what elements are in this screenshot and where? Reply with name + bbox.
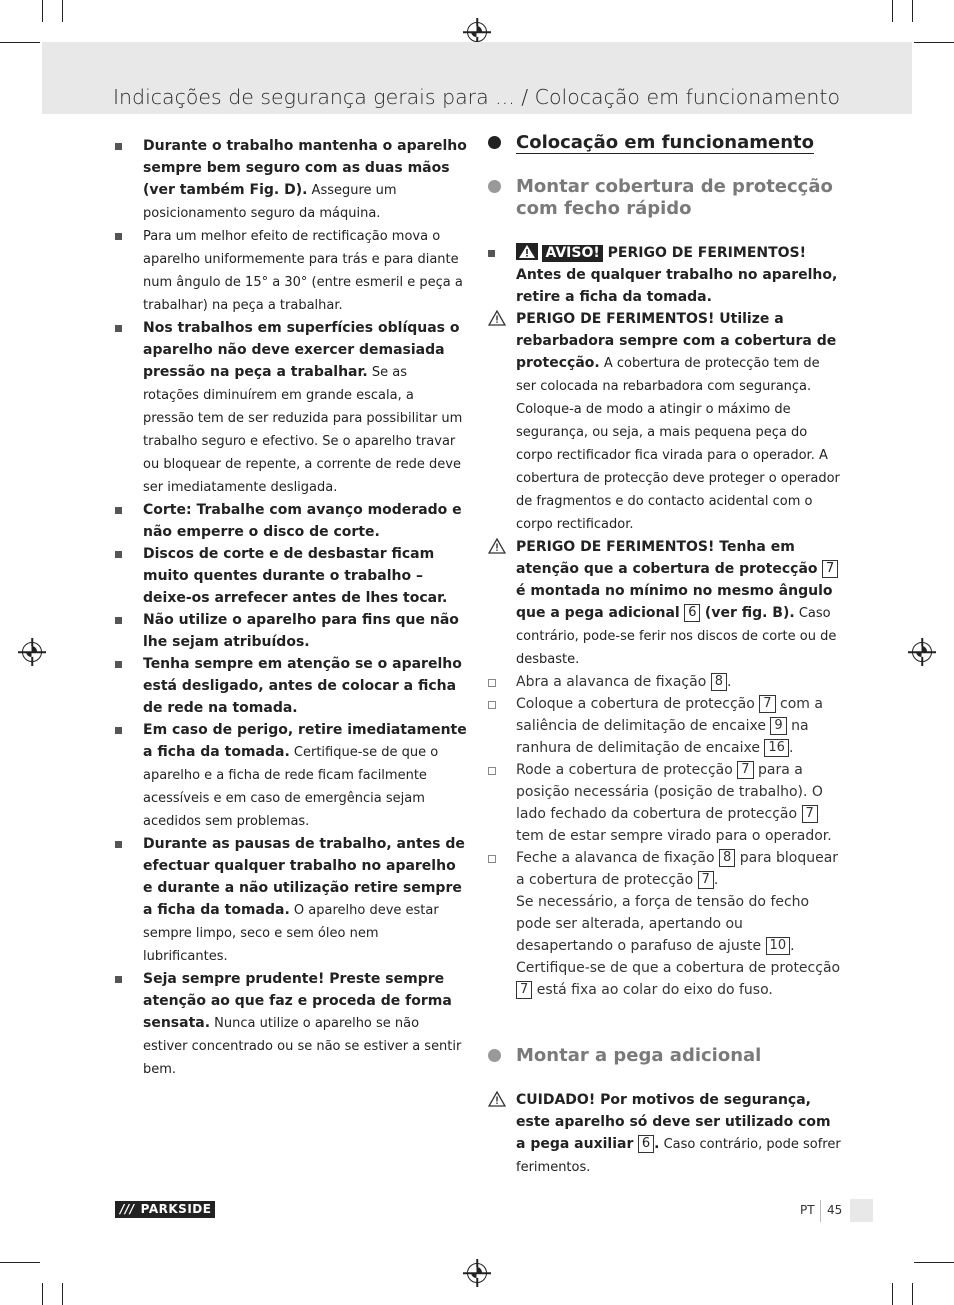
warning-item: CUIDADO! Por motivos de segurança, este aparelho só deve ser utilizado com a pega auxiliar 6 . Caso contrário, pode sofrer ferimentos. xyxy=(488,1089,843,1179)
crop-mark xyxy=(912,0,913,22)
warning-triangle-icon xyxy=(488,310,506,333)
registration-mark-icon xyxy=(467,1263,487,1283)
list-item: Discos de corte e de desbastar ficam muito quentes durante o trabalho – deixe-os arrefecer antes de lhes tocar. xyxy=(115,543,467,609)
registration-mark-icon xyxy=(912,642,932,662)
bullet-square-icon xyxy=(115,507,122,514)
registration-mark-icon xyxy=(467,22,487,42)
list-item: Tenha sempre em atenção se o aparelho está desligado, antes de colocar a ficha de rede na tomada. xyxy=(115,653,467,719)
list-item: Durante as pausas de trabalho, antes de efectuar qualquer trabalho no aparelho e durante a não utilização retire sempre a ficha da tomada. O aparelho deve estar sempre limpo, seco e sem óleo nem lubrificantes. xyxy=(115,833,467,968)
bullet-square-icon xyxy=(115,325,122,332)
crop-mark xyxy=(42,1283,43,1305)
bullet-square-icon xyxy=(115,661,122,668)
checkbox-bullet-icon xyxy=(488,767,496,775)
part-number: 10 xyxy=(766,937,791,955)
bullet-dot-icon xyxy=(488,136,501,149)
page-header xyxy=(42,42,912,114)
list-item: Seja sempre prudente! Preste sempre atenção ao que faz e proceda de forma sensata. Nunca utilize o aparelho se não estiver concentrado ou se não se estiver a sentir bem. xyxy=(115,968,467,1081)
step-item: Coloque a cobertura de protecção 7 com a saliência de delimitação de encaixe 9 na ranhura de delimitação de encaixe 16 . xyxy=(488,693,843,759)
part-number: 6 xyxy=(638,1135,654,1153)
bullet-square-icon xyxy=(488,250,495,257)
part-number: 7 xyxy=(759,695,775,713)
bullet-square-icon xyxy=(115,551,122,558)
bullet-square-icon xyxy=(115,233,122,240)
list-item: Nos trabalhos em superfícies oblíquas o aparelho não deve exercer demasiada pressão na peça a trabalhar. Se as rotações diminuírem em grande escala, a pressão tem de ser reduzida para possibilitar um trabalho seguro e efectivo. Se o aparelho travar ou bloquear de repente, a corrente de rede deve ser imediatamente desligada. xyxy=(115,317,467,499)
page-title: Indicações de segurança gerais para ... / Colocação em funcionamento xyxy=(113,85,840,109)
part-number: 7 xyxy=(516,981,532,999)
registration-mark-icon xyxy=(22,642,42,662)
part-number: 9 xyxy=(770,717,786,735)
brand-logo: /// PARKSIDE xyxy=(115,1201,215,1218)
part-number: 6 xyxy=(684,604,700,622)
right-column xyxy=(488,132,843,1179)
crop-mark xyxy=(914,42,954,43)
list-item: Não utilize o aparelho para fins que não lhe sejam atribuídos. xyxy=(115,609,467,653)
crop-mark xyxy=(914,1262,954,1263)
bullet-dot-icon xyxy=(488,1049,501,1062)
bullet-square-icon xyxy=(115,841,122,848)
crop-mark xyxy=(62,1283,63,1305)
left-column xyxy=(115,135,467,1081)
warning-triangle-icon xyxy=(488,538,506,561)
subsection-heading: Montar cobertura de protecção com fecho rápido xyxy=(488,176,843,220)
warning-triangle-icon xyxy=(488,1091,506,1114)
step-item: Rode a cobertura de protecção 7 para a posição necessária (posição de trabalho). O lado fechado da cobertura de protecção 7 tem de estar sempre virado para o operador. xyxy=(488,759,843,847)
part-number: 7 xyxy=(802,805,818,823)
crop-mark xyxy=(0,1262,40,1263)
warning-label: AVISO! xyxy=(542,245,602,262)
checkbox-bullet-icon xyxy=(488,701,496,709)
step-item: Feche a alavanca de fixação 8 para bloquear a cobertura de protecção 7 . Se necessário, a força de tensão do fecho pode ser alterada, apertando ou desapertando o parafuso de ajuste 10 . Certifique-se de que a cobertura de protecção 7 está fixa ao colar do eixo do fuso. xyxy=(488,847,843,1001)
warning-item: PERIGO DE FERIMENTOS! Tenha em atenção que a cobertura de protecção 7 é montada no mínimo no mesmo ângulo que a pega adicional 6 (ver fig. B). Caso contrário, pode-se ferir nos discos de corte ou de desbaste. xyxy=(488,536,843,671)
page-number: 45 xyxy=(827,1203,843,1217)
step-item: Abra a alavanca de fixação 8 . xyxy=(488,671,843,693)
bullet-square-icon xyxy=(115,727,122,734)
part-number: 8 xyxy=(719,849,735,867)
list-item: Em caso de perigo, retire imediatamente a ficha da tomada. Certifique-se de que o aparelho e a ficha de rede ficam facilmente acessíveis e em caso de emergência sejam acedidos sem problemas. xyxy=(115,719,467,833)
checkbox-bullet-icon xyxy=(488,855,496,863)
list-item: Para um melhor efeito de rectificação mova o aparelho uniformemente para trás e para diante num ângulo de 15° a 30° (entre esmeril e peça a trabalhar) na peça a trabalhar. xyxy=(115,225,467,317)
warning-triangle-icon xyxy=(516,243,538,260)
bullet-dot-icon xyxy=(488,180,501,193)
part-number: 7 xyxy=(822,560,838,578)
section-heading: Colocação em funcionamento xyxy=(488,132,843,154)
checkbox-bullet-icon xyxy=(488,679,496,687)
bullet-square-icon xyxy=(115,976,122,983)
list-item: Corte: Trabalhe com avanço moderado e não emperre o disco de corte. xyxy=(115,499,467,543)
crop-mark xyxy=(892,0,893,22)
subsection-heading: Montar a pega adicional xyxy=(488,1045,843,1067)
part-number: 16 xyxy=(764,739,789,757)
bullet-square-icon xyxy=(115,143,122,150)
part-number: 7 xyxy=(698,871,714,889)
crop-mark xyxy=(0,42,40,43)
crop-mark xyxy=(62,0,63,22)
list-item: Durante o trabalho mantenha o aparelho sempre bem seguro com as duas mãos (ver também Fig. D). Assegure um posicionamento seguro da máquina. xyxy=(115,135,467,225)
warning-item: PERIGO DE FERIMENTOS! Utilize a rebarbadora sempre com a cobertura de protecção. A cobertura de protecção tem de ser colocada na rebarbadora com segurança. Coloque-a de modo a atingir o máximo de segurança, ou seja, a mais pequena peça do corpo rectificador fica virada para o operador. A cobertura de protecção deve proteger o operador de fragmentos e do contacto acidental com o corpo rectificador. xyxy=(488,308,843,536)
language-code: PT xyxy=(800,1203,815,1217)
crop-mark xyxy=(42,0,43,22)
crop-mark xyxy=(892,1283,893,1305)
crop-mark xyxy=(912,1283,913,1305)
page-tab xyxy=(850,1199,873,1222)
divider xyxy=(820,1200,821,1222)
warning-item: AVISO! PERIGO DE FERIMENTOS! Antes de qualquer trabalho no aparelho, retire a ficha da tomada. xyxy=(488,242,843,308)
bullet-square-icon xyxy=(115,617,122,624)
part-number: 7 xyxy=(737,761,753,779)
part-number: 8 xyxy=(711,673,727,691)
